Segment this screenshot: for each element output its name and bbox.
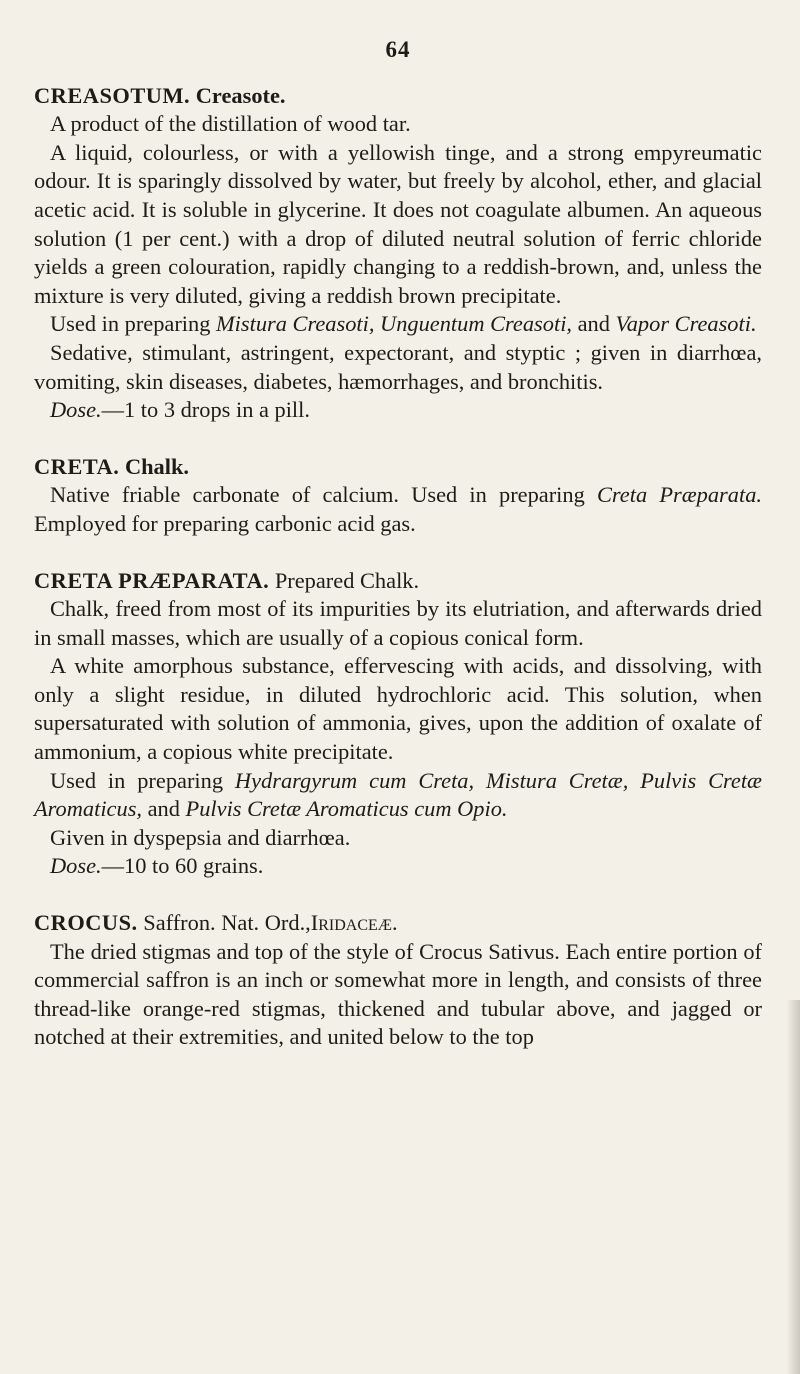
paragraph: The dried stigmas and top of the style of Crocus Sativus. Each entire portion of commercial saffron is an inch or somewhat more in length, and consists of three thread-like orange-red stigmas, thickened and tubular above, and jagged or notched at their extremities, and united below to the top <box>34 938 762 1050</box>
natural-order: Iridaceæ. <box>310 910 398 936</box>
entry-title: CROCUS. <box>34 910 138 936</box>
dose-line: Dose.—10 to 60 grains. <box>50 853 264 879</box>
entry-heading <box>34 909 762 938</box>
entry-heading <box>34 453 762 482</box>
entry-creasotum <box>34 82 762 425</box>
dose-line: Dose.—1 to 3 drops in a pill. <box>50 397 310 423</box>
entry-heading <box>34 82 762 111</box>
paragraph: Given in dyspepsia and diarrhœa. <box>50 824 351 850</box>
entry-title: CREASOTUM. <box>34 82 191 108</box>
paragraph: Used in preparing Mistura Creasoti, Unguentum Creasoti, and Vapor Creasoti. <box>50 311 757 337</box>
page-edge-shadow <box>786 1000 800 1374</box>
paragraph: Native friable carbonate of calcium. Used in preparing Creta Præparata. Employed for preparing carbonic acid gas. <box>34 482 762 536</box>
entry-english-name: Saffron. <box>143 910 216 936</box>
page-number: 64 <box>385 37 411 62</box>
entry-english-name: Chalk. <box>124 453 190 479</box>
natural-order-prefix: Nat. Ord., <box>221 910 311 936</box>
book-page <box>34 36 762 1080</box>
paragraph: A liquid, colourless, or with a yellowish tinge, and a strong empyreumatic odour. It is sparingly dissolved by water, but freely by alcohol, ether, and glacial acetic acid. It is soluble in glycerine. It does not coagulate albumen. An aqueous solution (1 per cent.) with a drop of diluted neutral solution of ferric chloride yields a green colouration, rapidly changing to a reddish-brown, and, unless the mixture is very diluted, giving a reddish brown precipitate. <box>34 139 762 308</box>
paragraph: A white amorphous substance, effervescing with acids, and dissolving, with only a slight residue, in diluted hydrochloric acid. This solution, when supersaturated with solution of ammonia, gives, upon the addition of oxalate of ammonium, a copious white precipitate. <box>34 653 762 765</box>
paragraph: A product of the distillation of wood tar. <box>50 111 411 137</box>
entry-creta <box>34 453 762 539</box>
entry-creta-praeparata <box>34 567 762 882</box>
paragraph: Used in preparing Hydrargyrum cum Creta, Mistura Cretæ, Pulvis Cretæ Aromaticus, and Pulvis Cretæ Aromaticus cum Opio. <box>34 767 762 822</box>
entry-english-name: Prepared Chalk. <box>274 567 420 593</box>
entry-crocus <box>34 909 762 1052</box>
paragraph: Sedative, stimulant, astringent, expectorant, and styptic ; given in diarrhœa, vomiting, skin diseases, diabetes, hæmorrhages, and bronchitis. <box>34 339 762 394</box>
paragraph: Chalk, freed from most of its impurities by its elutriation, and afterwards dried in small masses, which are usually of a copious conical form. <box>34 596 762 650</box>
entry-title: CRETA. <box>34 453 120 479</box>
entry-english-name: Creasote. <box>195 82 286 108</box>
entry-heading <box>34 567 762 596</box>
entry-title: CRETA PRÆPARATA. <box>34 567 270 593</box>
